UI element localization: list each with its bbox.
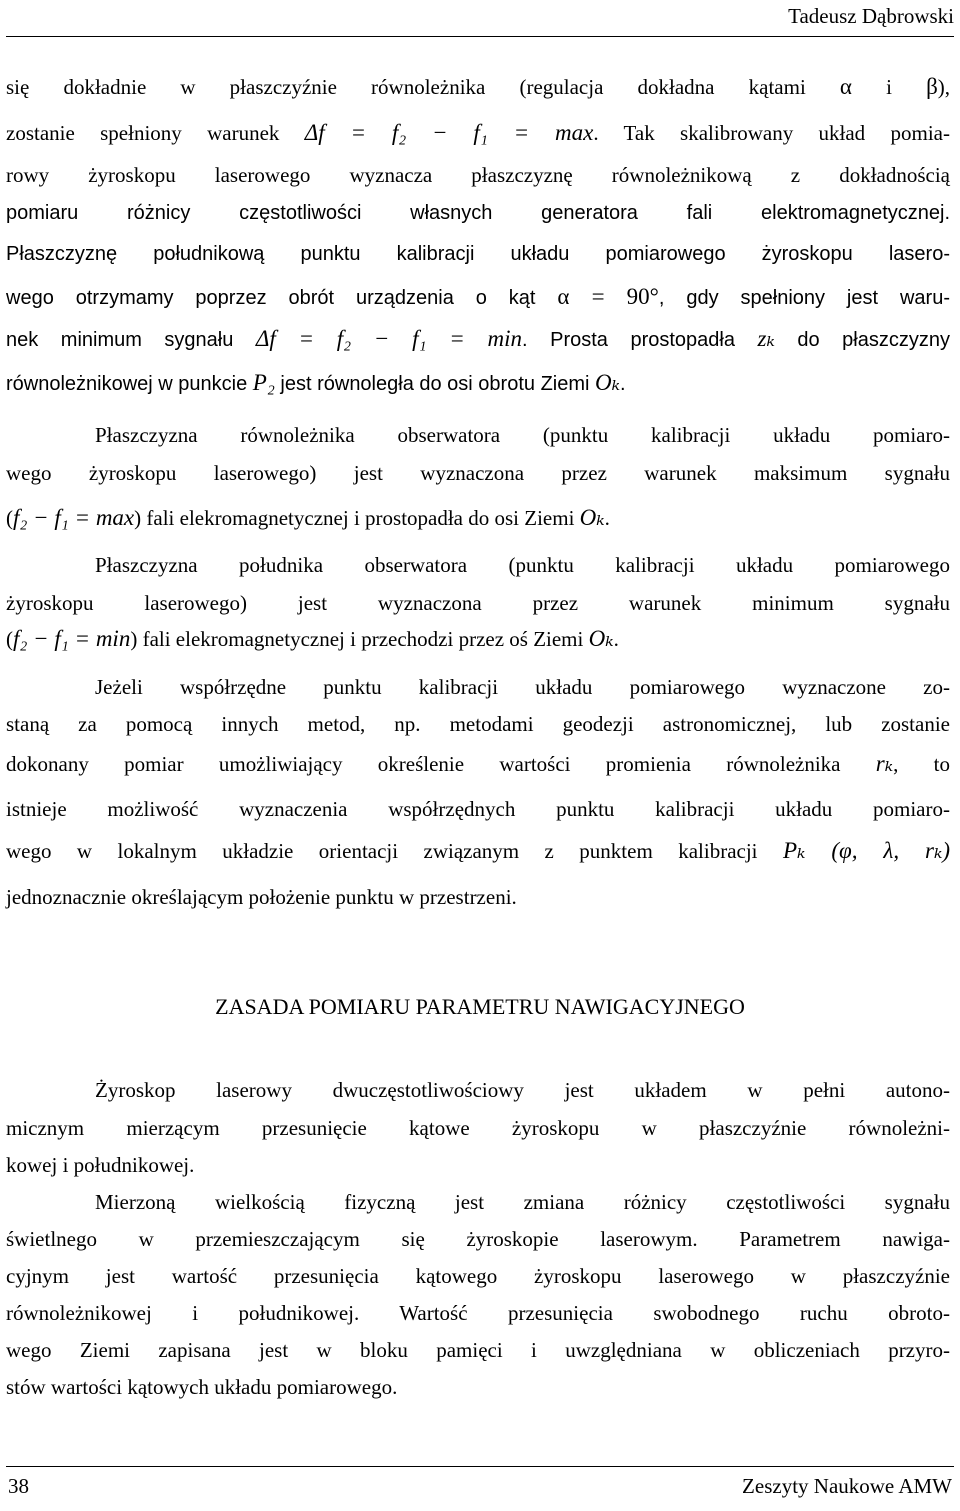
text-line [6,120,950,146]
symbol-zk: zₖ [757,326,775,351]
text-line [6,74,950,100]
text-run: zostanie spełniony warunek [6,121,280,145]
text-run: , gdy spełniony jest waru- [658,287,950,309]
text-run: jednoznacznie określającym położenie punktu w przestrzeni. [6,885,517,909]
formula-alpha-90: α = 90° [557,284,659,309]
text-run: micznym mierzącym przesunięcie kątowe żyroskopu w płaszczyźnie równoleżni- [6,1116,950,1140]
text-run: wego w lokalnym układzie orientacji związanym z punktem kalibracji [6,839,758,863]
symbol-rk: rₖ [875,751,894,776]
text-run: równoleżnikowej w punkcie [6,373,248,395]
text-run: . [620,373,626,395]
text-run: rowy żyroskopu laserowego wyznacza płaszczyznę równoleżnikową z dokładnością [6,163,950,187]
text-line [6,1152,950,1178]
formula-f-min: f₂ − f₁ = min [13,626,131,651]
text-line [6,200,950,226]
alpha-symbol: α [839,74,852,99]
text-run: się dokładnie w płaszczyźnie równoleżnika (regulacja dokładna kątami [6,75,806,99]
text-run: Płaszczyzna równoleżnika obserwatora (punktu kalibracji układu pomiaro- [95,423,950,447]
formula-delta-f-max: Δf = f₂ − f₁ = max [304,120,594,145]
text-line [6,241,950,267]
text-run: żyroskopu laserowego) jest wyznaczona przez warunek minimum sygnału [6,591,950,615]
text-run: staną za pomocą innych metod, np. metodami geodezji astronomicznej, lub zostanie [6,712,950,736]
text-run: do płaszczyzny [797,329,950,351]
text-run: wego żyroskopu laserowego) jest wyznaczona przez warunek maksimum sygnału [6,461,950,485]
text-run: istnieje możliwość wyznaczenia współrzędnych punktu kalibracji układu pomiaro- [6,797,950,821]
text-line [6,162,950,188]
text-run: Płaszczyznę południkową punktu kalibracji układu pomiarowego żyroskopu lasero- [6,243,950,265]
text-run: ( [6,627,13,651]
text-line [6,370,950,397]
text-run: . [613,627,619,651]
text-line [6,1115,950,1141]
formula-f-max: f₂ − f₁ = max [13,505,135,530]
text-run: Jeżeli współrzędne punktu kalibracji układu pomiarowego wyznaczone zo- [95,675,950,699]
symbol-ok: Oₖ [579,505,605,530]
text-line [6,460,950,486]
text-run: . Tak skalibrowany układ pomia- [593,121,950,145]
symbol-p2: P₂ [252,370,275,395]
text-run: . Prosta prostopadła [522,329,735,351]
text-run: nek minimum sygnału [6,329,234,351]
text-run: stów wartości kątowych układu pomiarowego. [6,1375,398,1399]
text-line [6,1226,950,1252]
symbol-ok: Oₖ [588,626,614,651]
header-author: Tadeusz Dąbrowski [788,4,954,28]
text-run: Mierzoną wielkością fizyczną jest zmiana różnicy częstotliwości sygnału [95,1190,950,1214]
text-run: kowej i południkowej. [6,1153,195,1177]
text-run: ( [6,506,13,530]
text-run: cyjnym jest wartość przesunięcia kątowego żyroskopu laserowego w płaszczyźnie [6,1264,950,1288]
text-line [6,505,950,531]
text-run: wego otrzymamy poprzez obrót urządzenia o kąt [6,287,536,309]
text-run: ) fali elekromagnetycznej i przechodzi przez oś Ziemi [130,627,584,651]
text-run: dokonany pomiar umożliwiający określenie wartości promienia równoleżnika [6,752,841,776]
footer-rule [6,1466,954,1467]
text-run: wego Ziemi zapisana jest w bloku pamięci i uwzględniana w obliczeniach przyro- [6,1338,950,1362]
symbol-ok: Oₖ [595,370,621,395]
text-line [6,1374,950,1400]
text-line [6,1263,950,1289]
text-line [6,711,950,737]
text-run: i [886,75,892,99]
text-run: . [604,506,610,530]
text-run: Żyroskop laserowy dwuczęstotliwościowy jest układem w pełni autono- [95,1078,950,1102]
text-line [6,1337,950,1363]
page-number: 38 [8,1474,29,1498]
text-line [95,1189,950,1215]
text-line [6,1300,950,1326]
text-line [95,422,950,448]
text-run: równoleżnikowej i południkowej. Wartość przesunięcia swobodnego ruchu obroto- [6,1301,950,1325]
section-heading: ZASADA POMIARU PARAMETRU NAWIGACYJNEGO [215,994,745,1019]
text-run: pomiaru różnicy częstotliwości własnych generatora fali elektromagnetycznej. [6,202,950,224]
beta-symbol: β [926,74,938,99]
text-line [6,284,950,311]
text-line [6,626,950,652]
text-line [95,1077,950,1103]
text-line [6,838,950,864]
formula-delta-f-min: Δf = f₂ − f₁ = min [255,326,523,351]
journal-name: Zeszyty Naukowe AMW [742,1474,952,1498]
text-run: Płaszczyzna południka obserwatora (punktu kalibracji układu pomiarowego [95,553,950,577]
header-rule [6,36,954,37]
text-line [6,796,950,822]
text-line [6,590,950,616]
text-run: ), [937,75,951,99]
running-header [788,4,954,29]
text-line [6,751,950,777]
text-line [6,326,950,353]
text-run: ) fali elekromagnetycznej i prostopadła do osi Ziemi [134,506,575,530]
text-line [95,552,950,578]
text-run: , to [893,752,951,776]
text-run: jest równoległa do osi obrotu Ziemi [280,373,590,395]
formula-pk-coordinates: Pₖ (φ, λ, rₖ) [782,838,951,863]
text-line [95,674,950,700]
text-line [6,884,950,910]
text-run: świetlnego w przemieszczającym się żyroskopie laserowym. Parametrem nawiga- [6,1227,950,1251]
